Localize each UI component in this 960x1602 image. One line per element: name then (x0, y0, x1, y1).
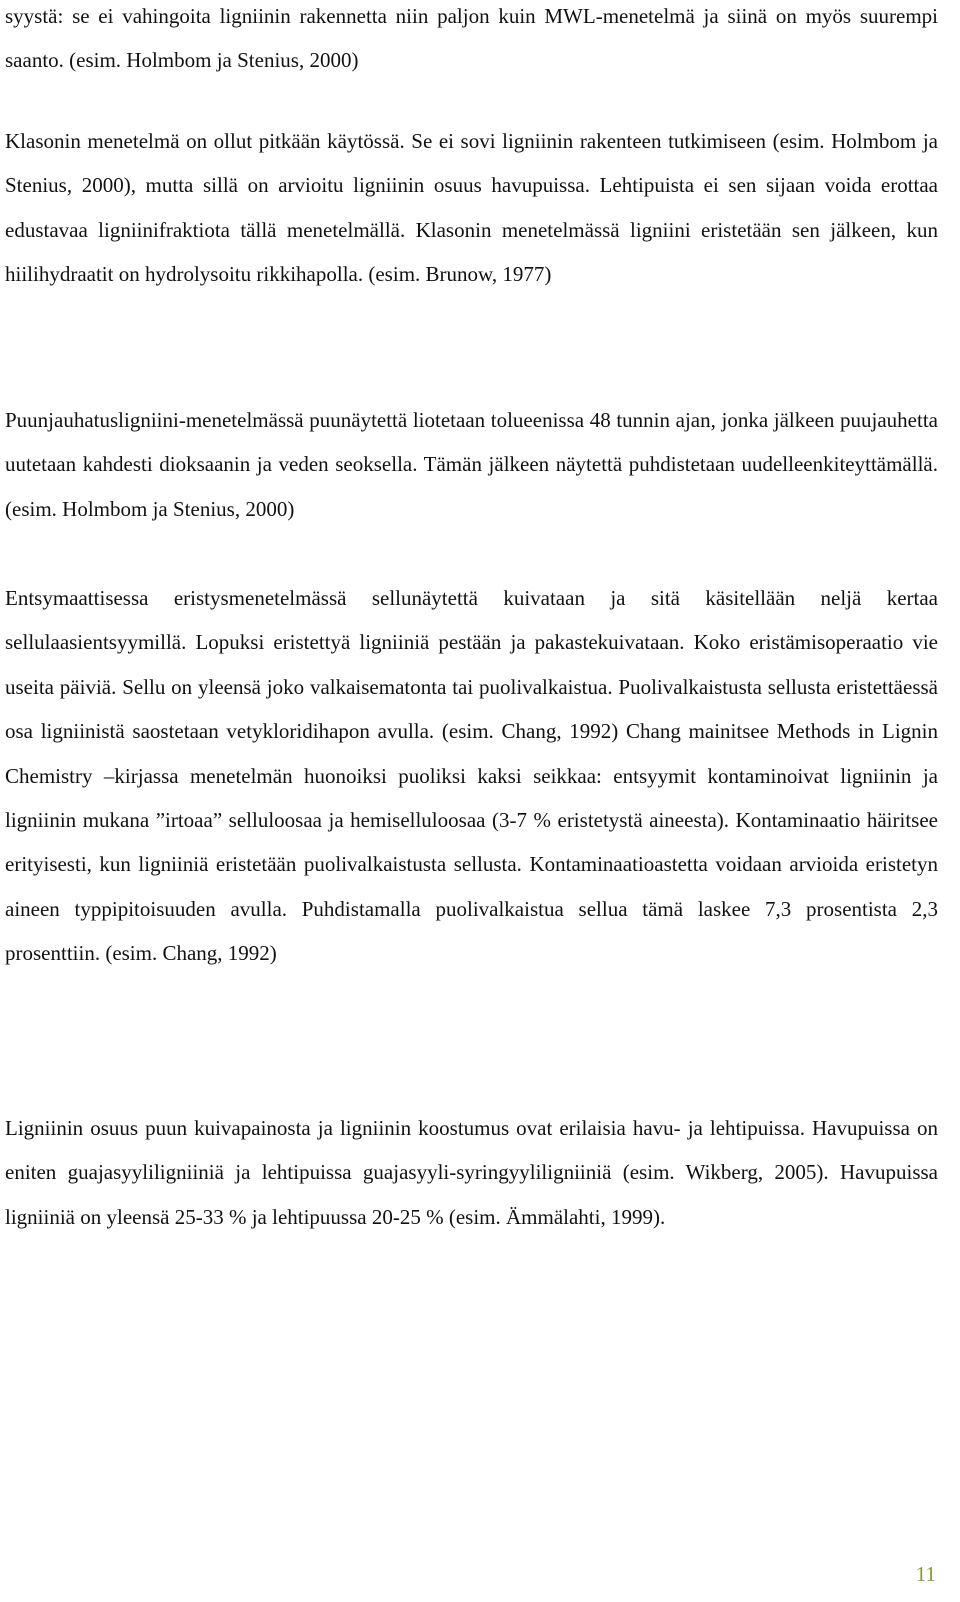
paragraph-milled-wood-lignin: Puunjauhatusligniini-menetelmässä puunäytettä liotetaan tolueenissa 48 tunnin ajan, jonka jälkeen puujauhetta uutetaan kahdesti dioksaanin ja veden seoksella. Tämän jälkeen näytettä puhdistetaan uudelleenkiteyttämällä. (esim. Holmbom ja Stenius, 2000) (5, 408, 938, 521)
paragraph-enzymatic-isolation: Entsymaattisessa eristysmenetelmässä sellunäytettä kuivataan ja sitä käsitellään neljä kertaa sellulaasientsyymillä. Lopuksi eristettyä ligniiniä pestään ja pakastekuivataan. Koko eristämisoperaatio vie useita päiviä. Sellu on yleensä joko valkaisematonta tai puolivalkaistua. Puolivalkaistusta sellusta eristettäessä osa ligniinistä saostetaan vetykloridihapon avulla. (esim. Chang, 1992) Chang mainitsee Methods in Lignin Chemistry –kirjassa menetelmän huonoiksi puoliksi kaksi seikkaa: entsyymit kontaminoivat ligniinin ja ligniinin mukana ”irtoaa” selluloosaa ja hemiselluloosaa (3-7 % eristetystä aineesta). Kontaminaatio häiritsee erityisesti, kun ligniiniä eristetään puolivalkaistusta sellusta. Kontaminaatioastetta voidaan arvioida eristetyn aineen typpipitoisuuden avulla. Puhdistamalla puolivalkaistua sellua tämä laskee 7,3 prosentista 2,3 prosenttiin. (esim. Chang, 1992) (5, 586, 938, 966)
paragraph-klason-method: Klasonin menetelmä on ollut pitkään käytössä. Se ei sovi ligniinin rakenteen tutkimiseen (esim. Holmbom ja Stenius, 2000), mutta sillä on arvioitu ligniinin osuus havupuissa. Lehtipuista ei sen sijaan voida erottaa edustavaa ligniinifraktiota tällä menetelmällä. Klasonin menetelmässä ligniini eristetään sen jälkeen, kun hiilihydraatit on hydrolysoitu rikkihapolla. (esim. Brunow, 1977) (5, 129, 938, 287)
page-number: 11 (915, 1562, 936, 1586)
paragraph-mwl-continuation: syystä: se ei vahingoita ligniinin rakennetta niin paljon kuin MWL-menetelmä ja siinä on myös suurempi saanto. (esim. Holmbom ja Stenius, 2000) (5, 4, 938, 73)
paragraph-lignin-content: Ligniinin osuus puun kuivapainosta ja ligniinin koostumus ovat erilaisia havu- ja lehtipuissa. Havupuissa on eniten guajasyyliligniiniä ja lehtipuissa guajasyyli-syringyyliligniiniä (esim. Wikberg, 2005). Havupuissa ligniiniä on yleensä 25-33 % ja lehtipuussa 20-25 % (esim. Ämmälahti, 1999). (5, 1116, 938, 1229)
